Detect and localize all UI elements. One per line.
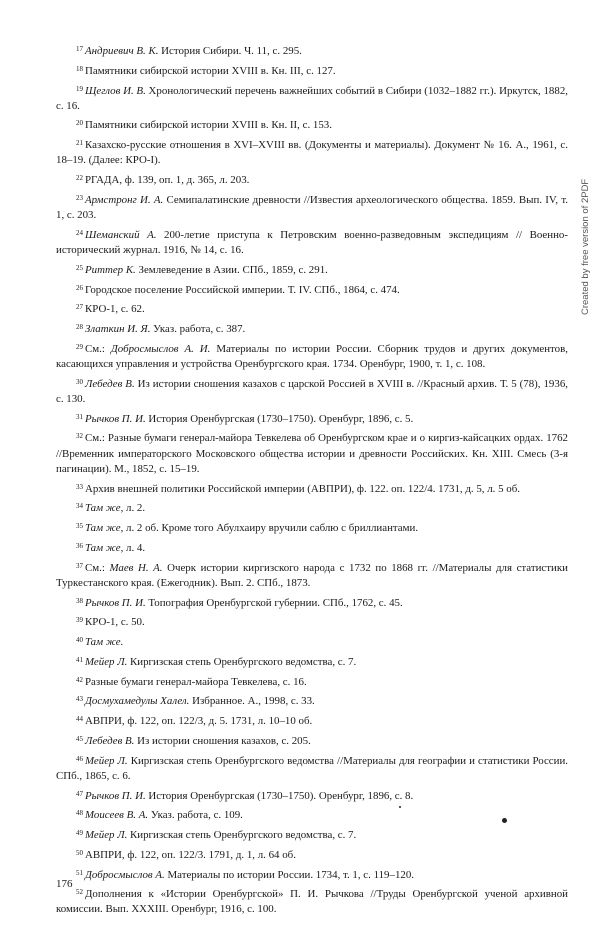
footnote-author: Андриевич В. К.: [85, 45, 159, 57]
footnote: [56, 754, 568, 784]
footnote-text: Материалы по истории России. Сборник трудов и других документов, касающихся управления и устройства Оренбургского края. 1734. Оренбург, 1900, т. 1, с. 108.: [56, 342, 568, 371]
footnote-text: л. 4.: [123, 541, 146, 554]
footnote: [56, 694, 568, 709]
footnote-number: 49: [76, 829, 83, 838]
footnote-author: Рычков П. И.: [85, 596, 146, 609]
footnote: [56, 322, 568, 337]
footnote-number: 38: [76, 596, 83, 605]
footnote: [56, 228, 568, 258]
footnote-number: 29: [76, 342, 83, 351]
footnote: [56, 138, 568, 168]
footnote: [56, 714, 568, 729]
footnote-text: Из истории сношения казахов, с. 205.: [134, 734, 311, 747]
footnote-number: 30: [76, 377, 83, 386]
footnote-text: Топография Оренбургской губернии. СПб., 1762, с. 45.: [145, 596, 403, 609]
footnote-text: Из истории сношения казахов с царской Россией в XVIII в. //Красный архив. Т. 5 (78), 1936, с. 130.: [56, 377, 568, 405]
footnote: [56, 44, 568, 59]
footnote-number: 20: [76, 119, 83, 128]
footnote-author: Лебедев В.: [85, 377, 135, 390]
footnote-author: Рычков П. И.: [85, 412, 146, 425]
watermark-text: Created by free version of 2PDF: [580, 178, 591, 315]
footnote-author: Маев Н. А.: [109, 561, 163, 574]
footnote-author: Мейер Л.: [85, 754, 128, 767]
footnote: [56, 84, 568, 114]
footnote: [56, 302, 568, 317]
footnote-number: 48: [76, 809, 83, 818]
footnote-text: Избранное. А., 1998, с. 33.: [189, 695, 315, 708]
footnote: [56, 173, 568, 188]
footnote-number: 28: [76, 323, 83, 332]
footnote: [56, 431, 568, 477]
footnote-number: 46: [76, 754, 83, 763]
footnote-number: 24: [76, 228, 83, 237]
footnote-number: 44: [76, 715, 83, 724]
footnote-author: Там же,: [85, 522, 124, 535]
footnote-prefix: См.:: [85, 342, 111, 355]
footnote-text: Хронологический перечень важнейших событий в Сибири (1032–1882 гг.). Иркутск, 1882, с. 16.: [56, 84, 568, 112]
footnote-text: Землеведение в Азии. СПб., 1859, с. 291.: [135, 263, 328, 276]
footnote-text: История Оренбургская (1730–1750). Оренбург, 1896, с. 8.: [145, 789, 414, 802]
footnote-author: Шеманский А.: [85, 228, 157, 241]
footnote-number: 21: [76, 139, 83, 148]
footnote-text: История Оренбургская (1730–1750). Оренбург, 1896, с. 5.: [145, 412, 414, 425]
footnote-number: 34: [76, 502, 83, 511]
footnote-text: Городское поселение Российской империи. Т. IV. СПб., 1864, с. 474.: [85, 283, 400, 296]
footnote-number: 33: [76, 482, 83, 491]
footnote-number: 36: [76, 541, 83, 550]
footnote: [56, 342, 568, 372]
footnote-number: 25: [76, 263, 83, 272]
footnote-text: АВПРИ, ф. 122, оп. 122/3, д. 5. 1731, л. 10–10 об.: [85, 715, 313, 728]
footnote: [56, 808, 568, 823]
footnote-author: Там же,: [85, 502, 124, 515]
footnote-author: Лебедев В.: [85, 734, 135, 747]
footnote: [56, 64, 568, 79]
footnote: [56, 561, 568, 591]
footnote-text: См.: Разные бумаги генерал-майора Тевкелева об Оренбургском крае и о киргиз-кайсацких ордах. 1762 //Временник императорского Московского общества истории и древности Российских. Кн. XIII. Смесь (3-я пагинации). М., 1852, с. 15–19.: [56, 432, 568, 475]
footnote: [56, 887, 568, 917]
footnote-author: Рычков П. И.: [85, 789, 146, 802]
footnote-author: Досмухамедулы Халел.: [85, 695, 190, 708]
footnote-author: Там же,: [85, 541, 124, 554]
footnote: [56, 635, 568, 650]
footnote-text: История Сибири. Ч. 11, с. 295.: [158, 45, 302, 57]
footnote-author: Моисеев В. А.: [85, 809, 149, 822]
footnote: [56, 541, 568, 556]
footnote-number: 43: [76, 695, 83, 704]
footnote-number: 45: [76, 734, 83, 743]
footnote-number: 40: [76, 636, 83, 645]
watermark: [580, 178, 594, 329]
footnote: [56, 789, 568, 804]
page-number: 176: [56, 878, 73, 890]
footnote: [56, 521, 568, 536]
footnote-text: Киргизская степь Оренбургского ведомства, с. 7.: [127, 829, 357, 842]
footnote: [56, 283, 568, 298]
footnote: [56, 263, 568, 278]
footnote-author: Мейер Л.: [85, 655, 128, 668]
footnote: [56, 615, 568, 630]
footnote-text: КРО-1, с. 50.: [85, 616, 145, 629]
footnote-number: 18: [76, 64, 83, 73]
footnote-number: 50: [76, 848, 83, 857]
footnote: [56, 848, 568, 863]
footnote-prefix: См.:: [85, 561, 110, 574]
footnote-author: Златкин И. Я.: [85, 323, 151, 336]
footnote: [56, 501, 568, 516]
footnote-number: 31: [76, 412, 83, 421]
footnote-number: 51: [76, 868, 83, 877]
footnote-author: Мейер Л.: [85, 829, 128, 842]
footnote-author: Армстронг И. А.: [85, 193, 164, 206]
footnote-text: Указ. работа, с. 387.: [150, 323, 246, 336]
footnote-number: 17: [76, 45, 83, 53]
footnote-text: л. 2 об. Кроме того Абулхаиру вручили саблю с бриллиантами.: [123, 522, 419, 535]
footnote-author: Добросмыслов А. И.: [110, 342, 211, 355]
footnote: [56, 596, 568, 611]
footnote-text: РГАДА, ф. 139, оп. 1, д. 365, л. 203.: [85, 174, 250, 187]
footnote-text: л. 2.: [123, 502, 146, 515]
footnote-text: Казахско-русские отношения в XVI–XVIII вв. (Документы и материалы). Документ № 16. А., 1961, с. 18–19. (Далее: КРО-I).: [56, 139, 568, 167]
ink-speck: [399, 806, 401, 808]
footnote-number: 52: [76, 888, 83, 897]
footnote-number: 19: [76, 84, 83, 93]
footnote-number: 41: [76, 655, 83, 664]
ink-speck: [502, 818, 507, 823]
footnote-author: Щеглов И. В.: [85, 84, 146, 97]
footnote-text: Семипалатинские древности //Известия археологического общества. 1859. Вып. IV, т. 1, с. 203.: [56, 193, 568, 222]
footnote-author: Там же.: [85, 636, 124, 649]
footnote: [56, 377, 568, 407]
footnote-number: 32: [76, 432, 83, 441]
footnote: [56, 482, 568, 497]
footnote-text: Разные бумаги генерал-майора Тевкелева, с. 16.: [85, 675, 307, 688]
footnote-text: Указ. работа, с. 109.: [148, 809, 243, 822]
footnote-number: 27: [76, 303, 83, 312]
footnote-number: 23: [76, 193, 83, 202]
footnote-number: 39: [76, 616, 83, 625]
footnote-text: Киргизская степь Оренбургского ведомства, с. 7.: [127, 655, 357, 668]
footnote-number: 26: [76, 283, 83, 292]
footnote: [56, 828, 568, 843]
footnote-text: КРО-1, с. 62.: [85, 303, 145, 316]
footnote-number: 37: [76, 561, 83, 570]
footnote: [56, 118, 568, 133]
footnote: [56, 868, 568, 883]
footnote: [56, 734, 568, 749]
footnote-author: Риттер К.: [85, 263, 136, 276]
footnote-text: Киргизская степь Оренбургского ведомства //Материалы для географии и статистики России. СПб., 1865, с. 6.: [56, 754, 569, 782]
footnote-number: 35: [76, 522, 83, 531]
footnote-text: Памятники сибирской истории XVIII в. Кн. II, с. 153.: [85, 119, 332, 132]
footnote-text: Дополнения к «Истории Оренбургской» П. И. Рычкова //Труды Оренбургской ученой архивной комиссии. Вып. XXXIII. Оренбург, 1916, с. 100.: [56, 888, 568, 916]
footnote-number: 47: [76, 789, 83, 798]
footnote-text: Памятники сибирской истории XVIII в. Кн. III, с. 127.: [85, 64, 336, 77]
footnote-text: 200-летие приступа к Петровским военно-разведовным экспедициям // Военно-исторический журнал. 1916, № 14, с. 16.: [56, 228, 568, 257]
footnote-number: 42: [76, 675, 83, 684]
footnote: [56, 412, 568, 427]
footnote-text: Материалы по истории России. 1734, т. 1, с. 119–120.: [164, 868, 415, 881]
footnote-author: Добросмыслов А.: [85, 868, 165, 881]
footnote-list: [56, 44, 568, 922]
footnote-text: Архив внешней политики Российской империи (АВПРИ), ф. 122. оп. 122/4. 1731, д. 5, л. 5 об.: [85, 482, 521, 495]
footnote: [56, 193, 568, 223]
footnote: [56, 675, 568, 690]
footnote-text: АВПРИ, ф. 122, оп. 122/3. 1791, д. 1, л. 64 об.: [85, 848, 296, 861]
footnote: [56, 655, 568, 670]
footnote-text: Очерк истории киргизского народа с 1732 по 1868 гг. //Материалы для статистики Туркестанского края. (Ежегодник). Вып. 2. СПб., 1873.: [56, 561, 568, 589]
footnote-number: 22: [76, 174, 83, 183]
